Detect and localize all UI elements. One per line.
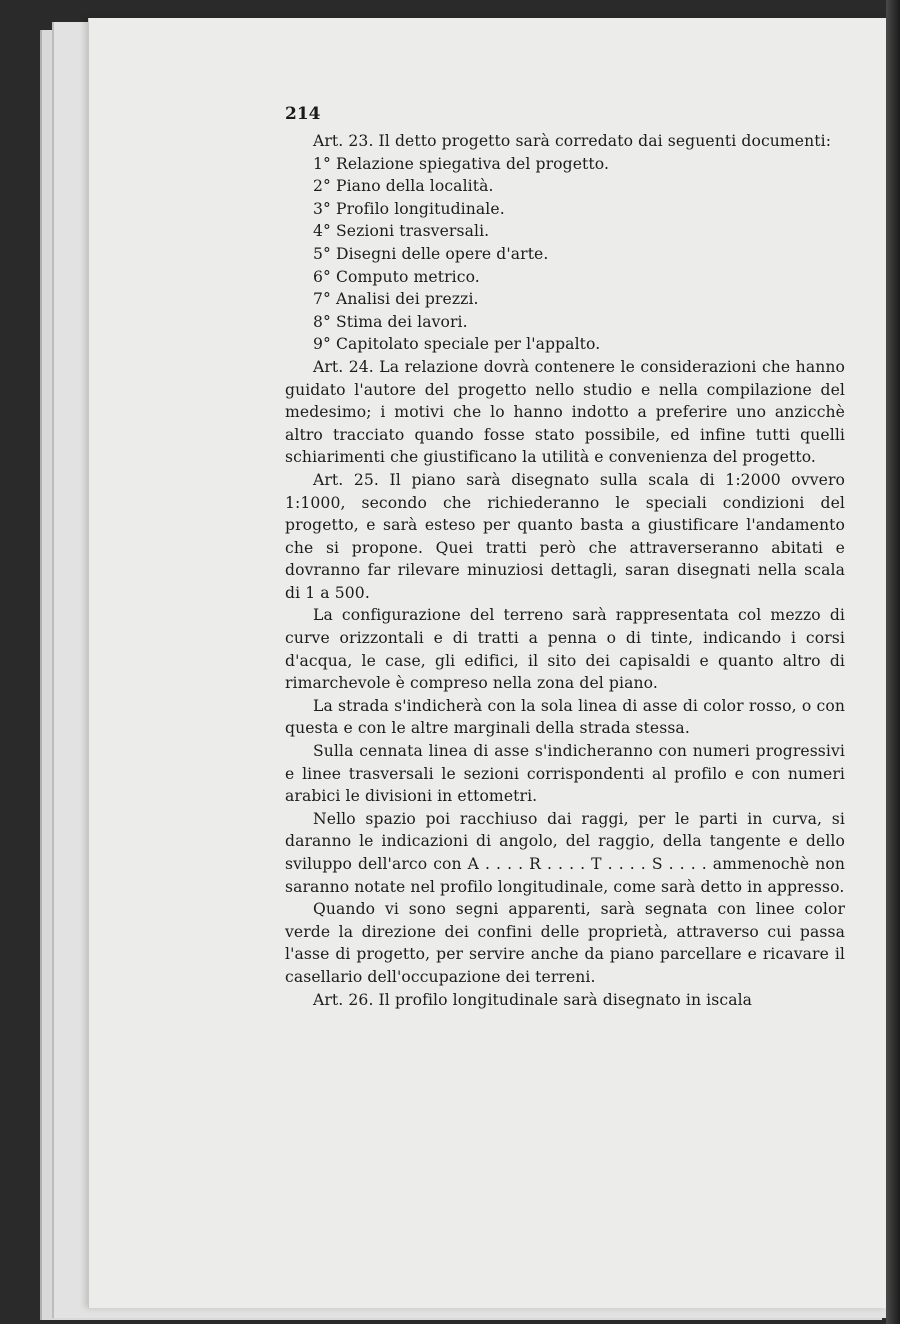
list-item: 7° Analisi dei prezzi. [313, 290, 479, 309]
list-item: 2° Piano della località. [313, 177, 494, 196]
paragraph: Art. 23. Il detto progetto sarà corredato dai seguenti documenti: [313, 132, 832, 150]
list-item: 8° Stima dei lavori. [313, 312, 468, 331]
paragraph: Nello spazio poi racchiuso dai raggi, per le parti in curva, si daranno le indicazioni di angolo, del raggio, della tangente e dello sviluppo dell'arco con A . . . . R . . . . T . . . . S . . . . ammenochè non saranno notate nel profilo longitudinale, come sarà detto in appresso. [285, 809, 845, 896]
paragraph: Art. 25. Il piano sarà disegnato sulla scala di 1:2000 ovvero 1:1000, secondo che richiederanno le speciali condizioni del progetto, e sarà esteso per quanto basta a giustificare l'andamento che si propone. Quei tratti però che attraverseranno abitati e dovranno far rilevare minuziosi dettagli, saran disegnati nella scala di 1 a 500. [285, 470, 845, 602]
list-item: 3° Profilo longitudinale. [313, 199, 505, 218]
body-text [285, 130, 845, 1011]
list-item: 6° Computo metrico. [313, 267, 480, 286]
paragraph: Quando vi sono segni apparenti, sarà segnata con linee color verde la direzione dei confini delle proprietà, attraverso cui passa l'asse di progetto, per servire anche da piano parcellare e ricavare il casellario dell'occupazione dei terreni. [285, 900, 845, 986]
scan-edge [886, 0, 900, 1324]
paragraph: La configurazione del terreno sarà rappresentata col mezzo di curve orizzontali e di tratti a penna o di tinte, indicando i corsi d'acqua, le case, gli edifici, il sito dei capisaldi e quanto altro di rimarchevole è compreso nella zona del piano. [285, 606, 845, 693]
list-item: 4° Sezioni trasversali. [313, 222, 490, 241]
list-item: 5° Disegni delle opere d'arte. [313, 244, 549, 263]
paragraph: La strada s'indicherà con la sola linea di asse di color rosso, o con questa e con le altre marginali della strada stessa. [285, 696, 845, 738]
paragraph: Art. 26. Il profilo longitudinale sarà disegnato in iscala [313, 990, 753, 1009]
list-item: 9° Capitolato speciale per l'appalto. [313, 335, 601, 354]
paragraph: Art. 24. La relazione dovrà contenere le considerazioni che hanno guidato l'autore del progetto nello studio e nella compilazione del medesimo; i motivi che lo hanno indotto a preferire uno anzicchè altro tracciato quando fosse stato possibile, ed infine tutti quelli schiarimenti che giustificano la utilità e convenienza del progetto. [285, 357, 845, 467]
list-item: 1° Relazione spiegativa del progetto. [313, 154, 610, 173]
page-number: 214 [285, 104, 321, 124]
paragraph: Sulla cennata linea di asse s'indicheranno con numeri progressivi e linee trasversali le sezioni corrispondenti al profilo e con numeri arabici le divisioni in ettometri. [285, 742, 845, 806]
